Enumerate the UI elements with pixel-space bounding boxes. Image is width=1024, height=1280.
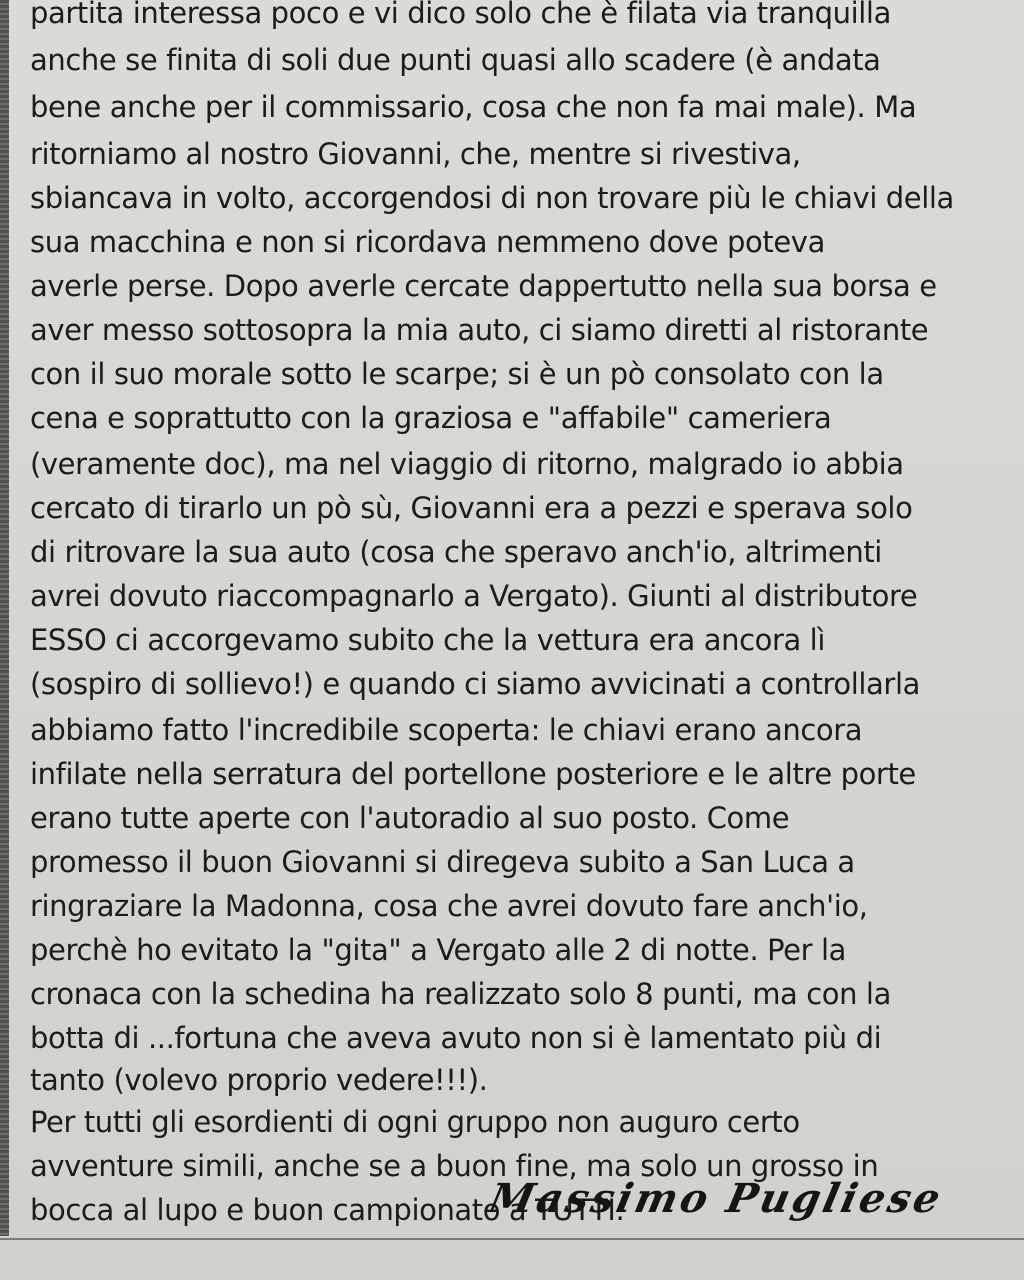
author-signature: Massimo Pugliese: [485, 1175, 948, 1222]
article-line: (sospiro di sollievo!) e quando ci siamo avvicinati a controllarla: [30, 667, 920, 701]
article-line: aver messo sottosopra la mia auto, ci siamo diretti al ristorante: [30, 313, 929, 347]
article-line: cena e soprattutto con la graziosa e "affabile" cameriera: [30, 401, 832, 435]
article-line: partita interessa poco e vi dico solo che è filata via tranquilla: [30, 0, 891, 30]
article-line: bocca al lupo e buon campionato a TUTTI.: [30, 1193, 625, 1227]
article-line: ESSO ci accorgevamo subito che la vettura era ancora lì: [30, 623, 825, 657]
article-line: ritorniamo al nostro Giovanni, che, mentre si rivestiva,: [30, 137, 801, 171]
bottom-rule: [0, 1238, 1024, 1240]
article-line: sbiancava in volto, accorgendosi di non trovare più le chiavi della: [30, 181, 954, 215]
article-line: cercato di tirarlo un pò sù, Giovanni era a pezzi e sperava solo: [30, 491, 913, 525]
article-line: di ritrovare la sua auto (cosa che speravo anch'io, altrimenti: [30, 535, 882, 569]
article-line: Per tutti gli esordienti di ogni gruppo non auguro certo: [30, 1105, 800, 1139]
article-line: botta di ...fortuna che aveva avuto non si è lamentato più di: [30, 1021, 882, 1055]
article-line: con il suo morale sotto le scarpe; si è un pò consolato con la: [30, 357, 884, 391]
article-line: ringraziare la Madonna, cosa che avrei dovuto fare anch'io,: [30, 889, 868, 923]
article-line: avventure simili, anche se a buon fine, ma solo un grosso in: [30, 1149, 879, 1183]
article-line: erano tutte aperte con l'autoradio al suo posto. Come: [30, 801, 790, 835]
article-line: tanto (volevo proprio vedere!!!).: [30, 1063, 488, 1097]
article-line: averle perse. Dopo averle cercate dappertutto nella sua borsa e: [30, 269, 937, 303]
article-line: sua macchina e non si ricordava nemmeno dove poteva: [30, 225, 825, 259]
article-line: cronaca con la schedina ha realizzato solo 8 punti, ma con la: [30, 977, 891, 1011]
article-line: perchè ho evitato la "gita" a Vergato alle 2 di notte. Per la: [30, 933, 846, 967]
article-line: promesso il buon Giovanni si diregeva subito a San Luca a: [30, 845, 855, 879]
article-line: avrei dovuto riaccompagnarlo a Vergato). Giunti al distributore: [30, 579, 918, 613]
article-line: (veramente doc), ma nel viaggio di ritorno, malgrado io abbia: [30, 447, 904, 481]
left-column-rule: [0, 0, 9, 1236]
article-line: bene anche per il commissario, cosa che non fa mai male). Ma: [30, 90, 917, 124]
article-line: infilate nella serratura del portellone posteriore e le altre porte: [30, 757, 916, 791]
article-line: anche se finita di soli due punti quasi allo scadere (è andata: [30, 43, 881, 77]
article-line: abbiamo fatto l'incredibile scoperta: le chiavi erano ancora: [30, 713, 863, 747]
